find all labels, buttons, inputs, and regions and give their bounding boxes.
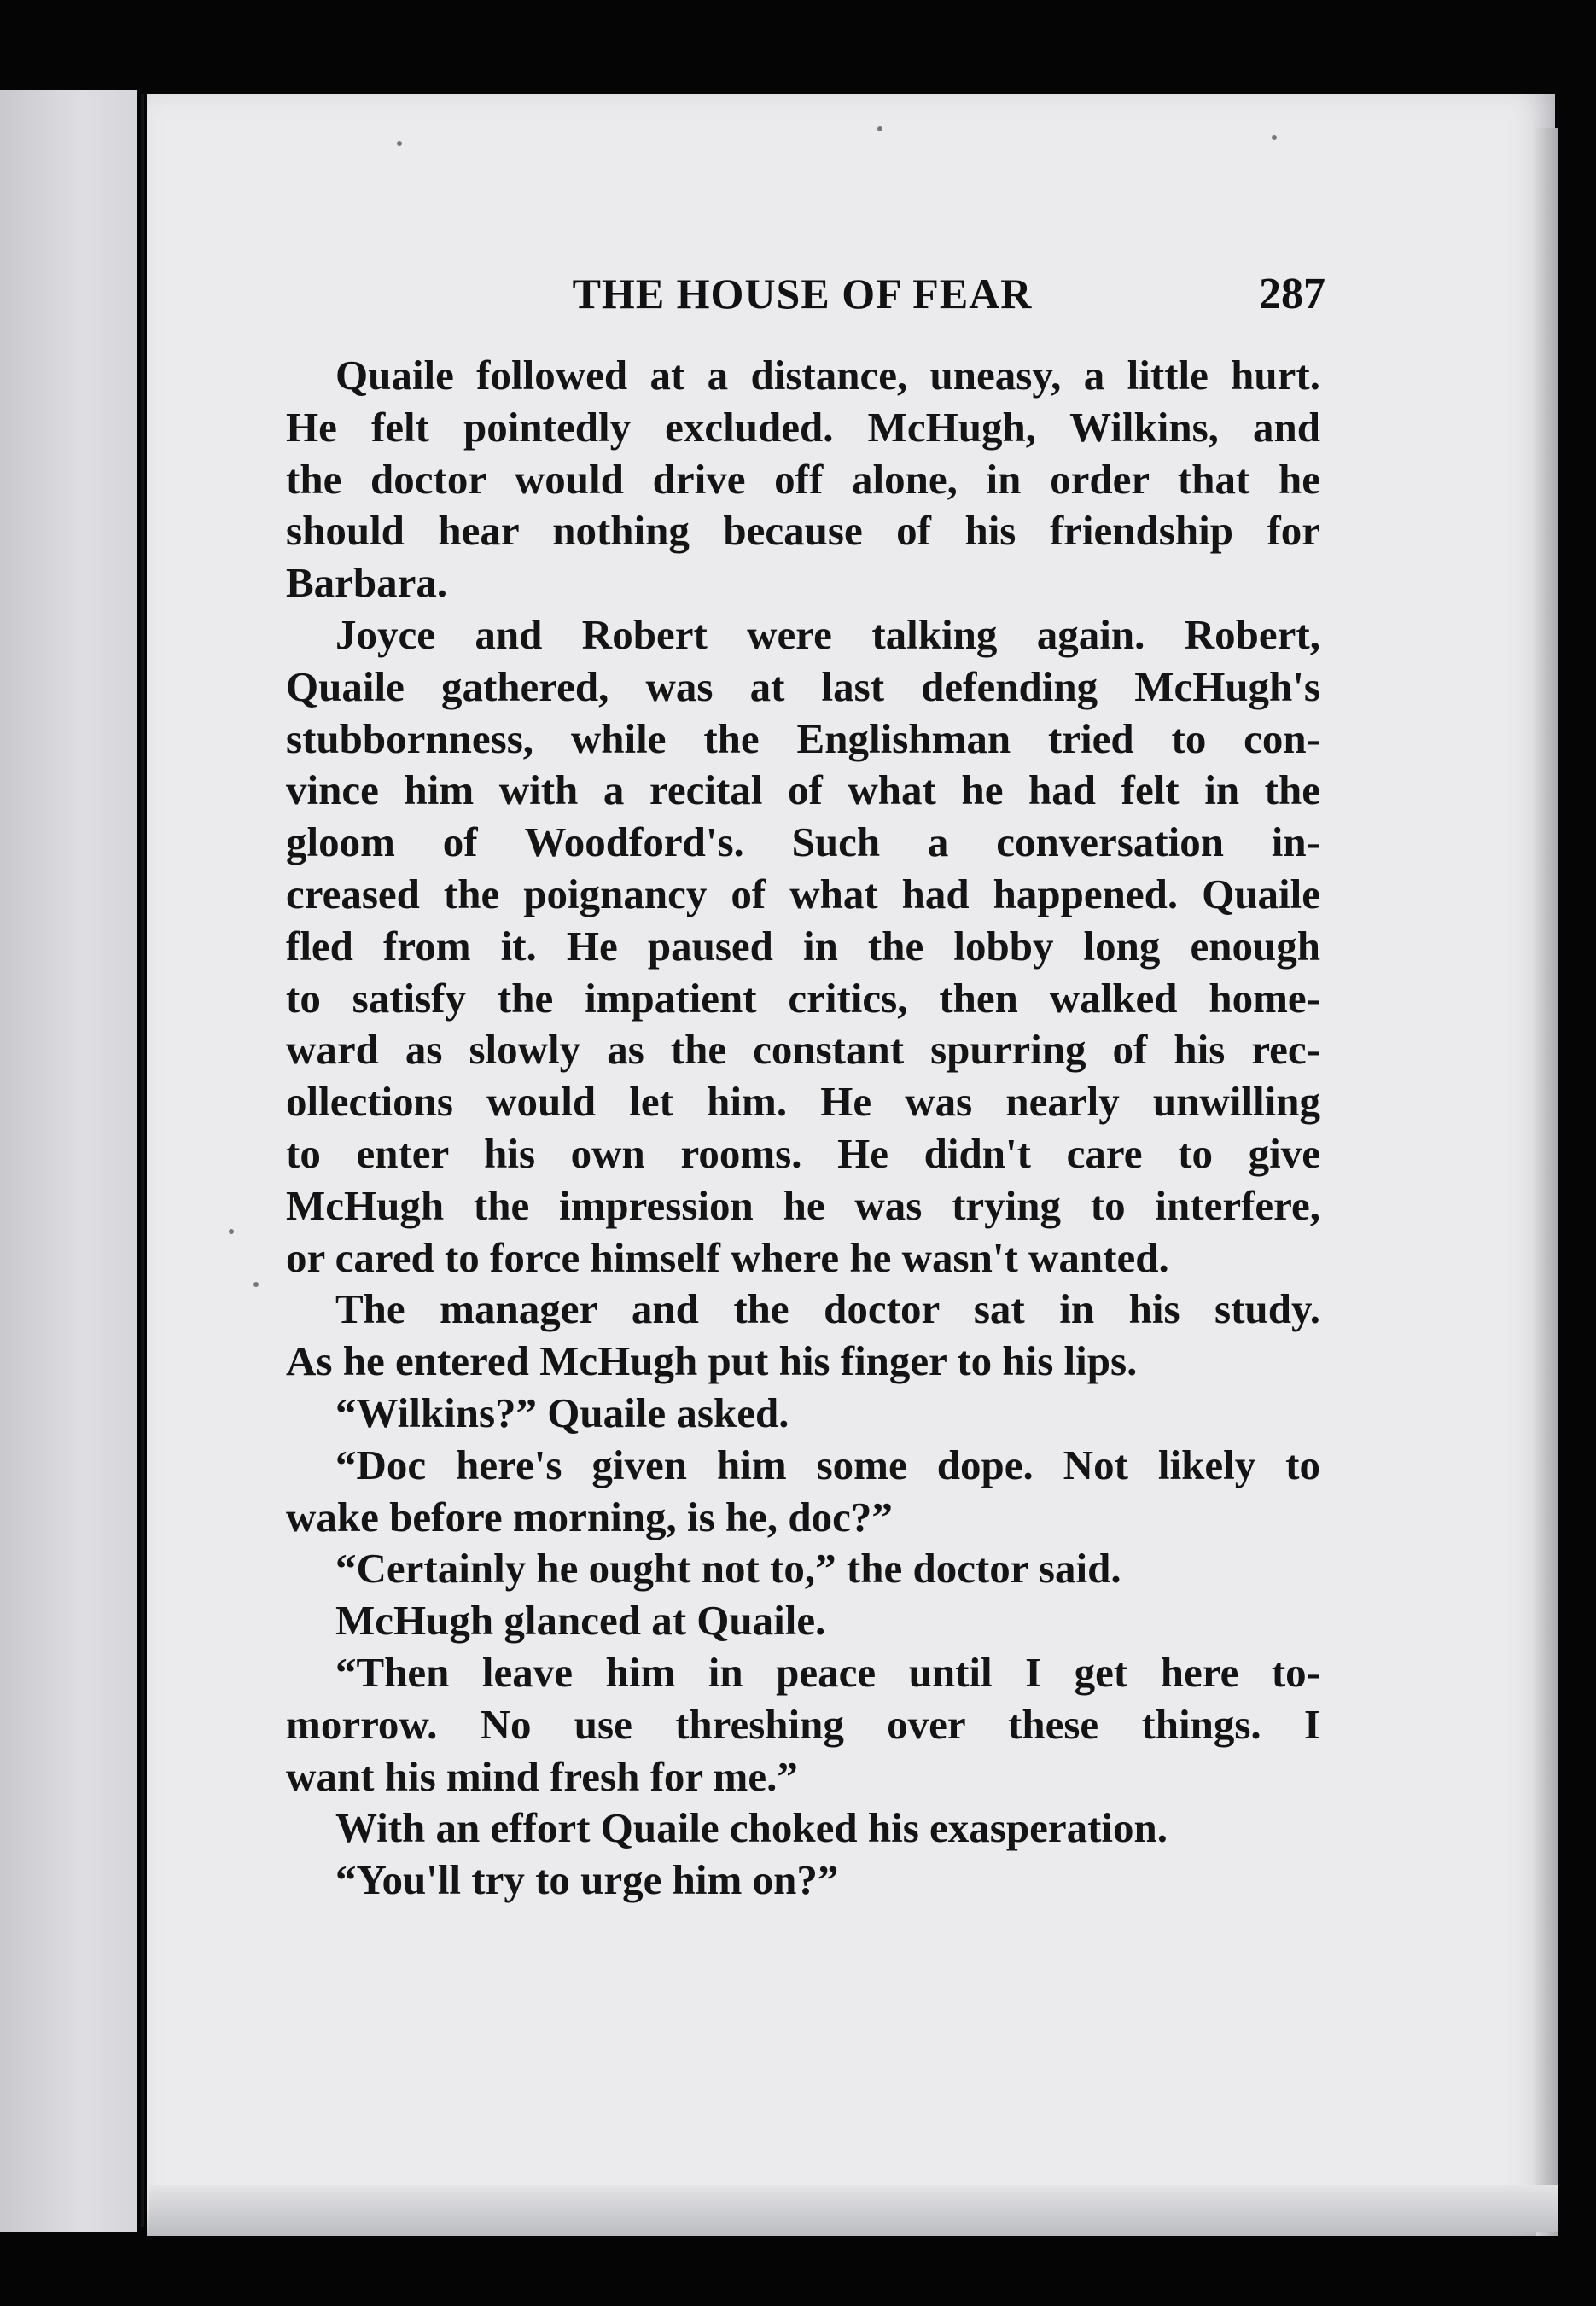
text-line: creased the poignancy of what had happened. Quaile [286, 870, 1320, 917]
text-line: “Doc here's given him some dope. Not likely to [335, 1441, 1320, 1488]
text-line: or cared to force himself where he wasn't wanted. [286, 1233, 1169, 1281]
text-line: vince him with a recital of what he had felt in the [286, 766, 1320, 814]
body-text [286, 350, 1320, 1907]
page-bottom-edge [149, 2185, 1558, 2232]
text-line: McHugh glanced at Quaile. [335, 1597, 826, 1645]
text-line: to enter his own rooms. He didn't care to give [286, 1129, 1320, 1177]
text-line: He felt pointedly excluded. McHugh, Wilkins, and [286, 403, 1320, 451]
text-line: “Certainly he ought not to,” the doctor said. [335, 1545, 1121, 1593]
text-line: Quaile followed at a distance, uneasy, a little hurt. [335, 352, 1320, 399]
text-line: Joyce and Robert were talking again. Robert, [335, 610, 1320, 658]
text-line: “Then leave him in peace until I get here to- [335, 1648, 1320, 1696]
text-line: As he entered McHugh put his finger to his lips. [286, 1337, 1138, 1385]
running-title: THE HOUSE OF FEAR [572, 270, 1033, 317]
text-line: wake before morning, is he, doc?” [286, 1493, 893, 1540]
text-line: stubbornness, while the Englishman tried to con- [286, 714, 1320, 762]
page-number: 287 [1259, 270, 1325, 318]
text-line: ward as slowly as the constant spurring of his rec- [286, 1026, 1320, 1074]
text-line: want his mind fresh for me.” [286, 1752, 798, 1800]
speck [877, 126, 882, 131]
page-header [282, 269, 1323, 329]
text-line: the doctor would drive off alone, in order that he [286, 455, 1320, 503]
text-line: should hear nothing because of his friendship for [286, 507, 1320, 555]
text-line: fled from it. He paused in the lobby long enough [286, 922, 1320, 970]
text-line: Barbara. [286, 559, 448, 607]
speck [229, 1229, 234, 1234]
text-line: “Wilkins?” Quaile asked. [335, 1389, 789, 1436]
speck [397, 141, 402, 146]
text-line: The manager and the doctor sat in his study. [335, 1285, 1320, 1333]
text-line: to satisfy the impatient critics, then walked home- [286, 974, 1320, 1022]
text-line: gloom of Woodford's. Such a conversation in- [286, 818, 1320, 866]
text-line: morrow. No use threshing over these things. I [286, 1700, 1320, 1748]
text-line: McHugh the impression he was trying to interfere, [286, 1181, 1320, 1229]
text-line: ollections would let him. He was nearly unwilling [286, 1078, 1320, 1126]
text-line: With an effort Quaile choked his exasperation. [335, 1804, 1168, 1852]
text-line: “You'll try to urge him on?” [335, 1856, 839, 1904]
left-page-edge [0, 90, 137, 2232]
page-right-edge [1536, 128, 1558, 2236]
speck [253, 1282, 259, 1287]
book-spine [141, 94, 144, 2227]
speck [1272, 135, 1277, 140]
text-line: Quaile gathered, was at last defending McHugh's [286, 662, 1320, 710]
